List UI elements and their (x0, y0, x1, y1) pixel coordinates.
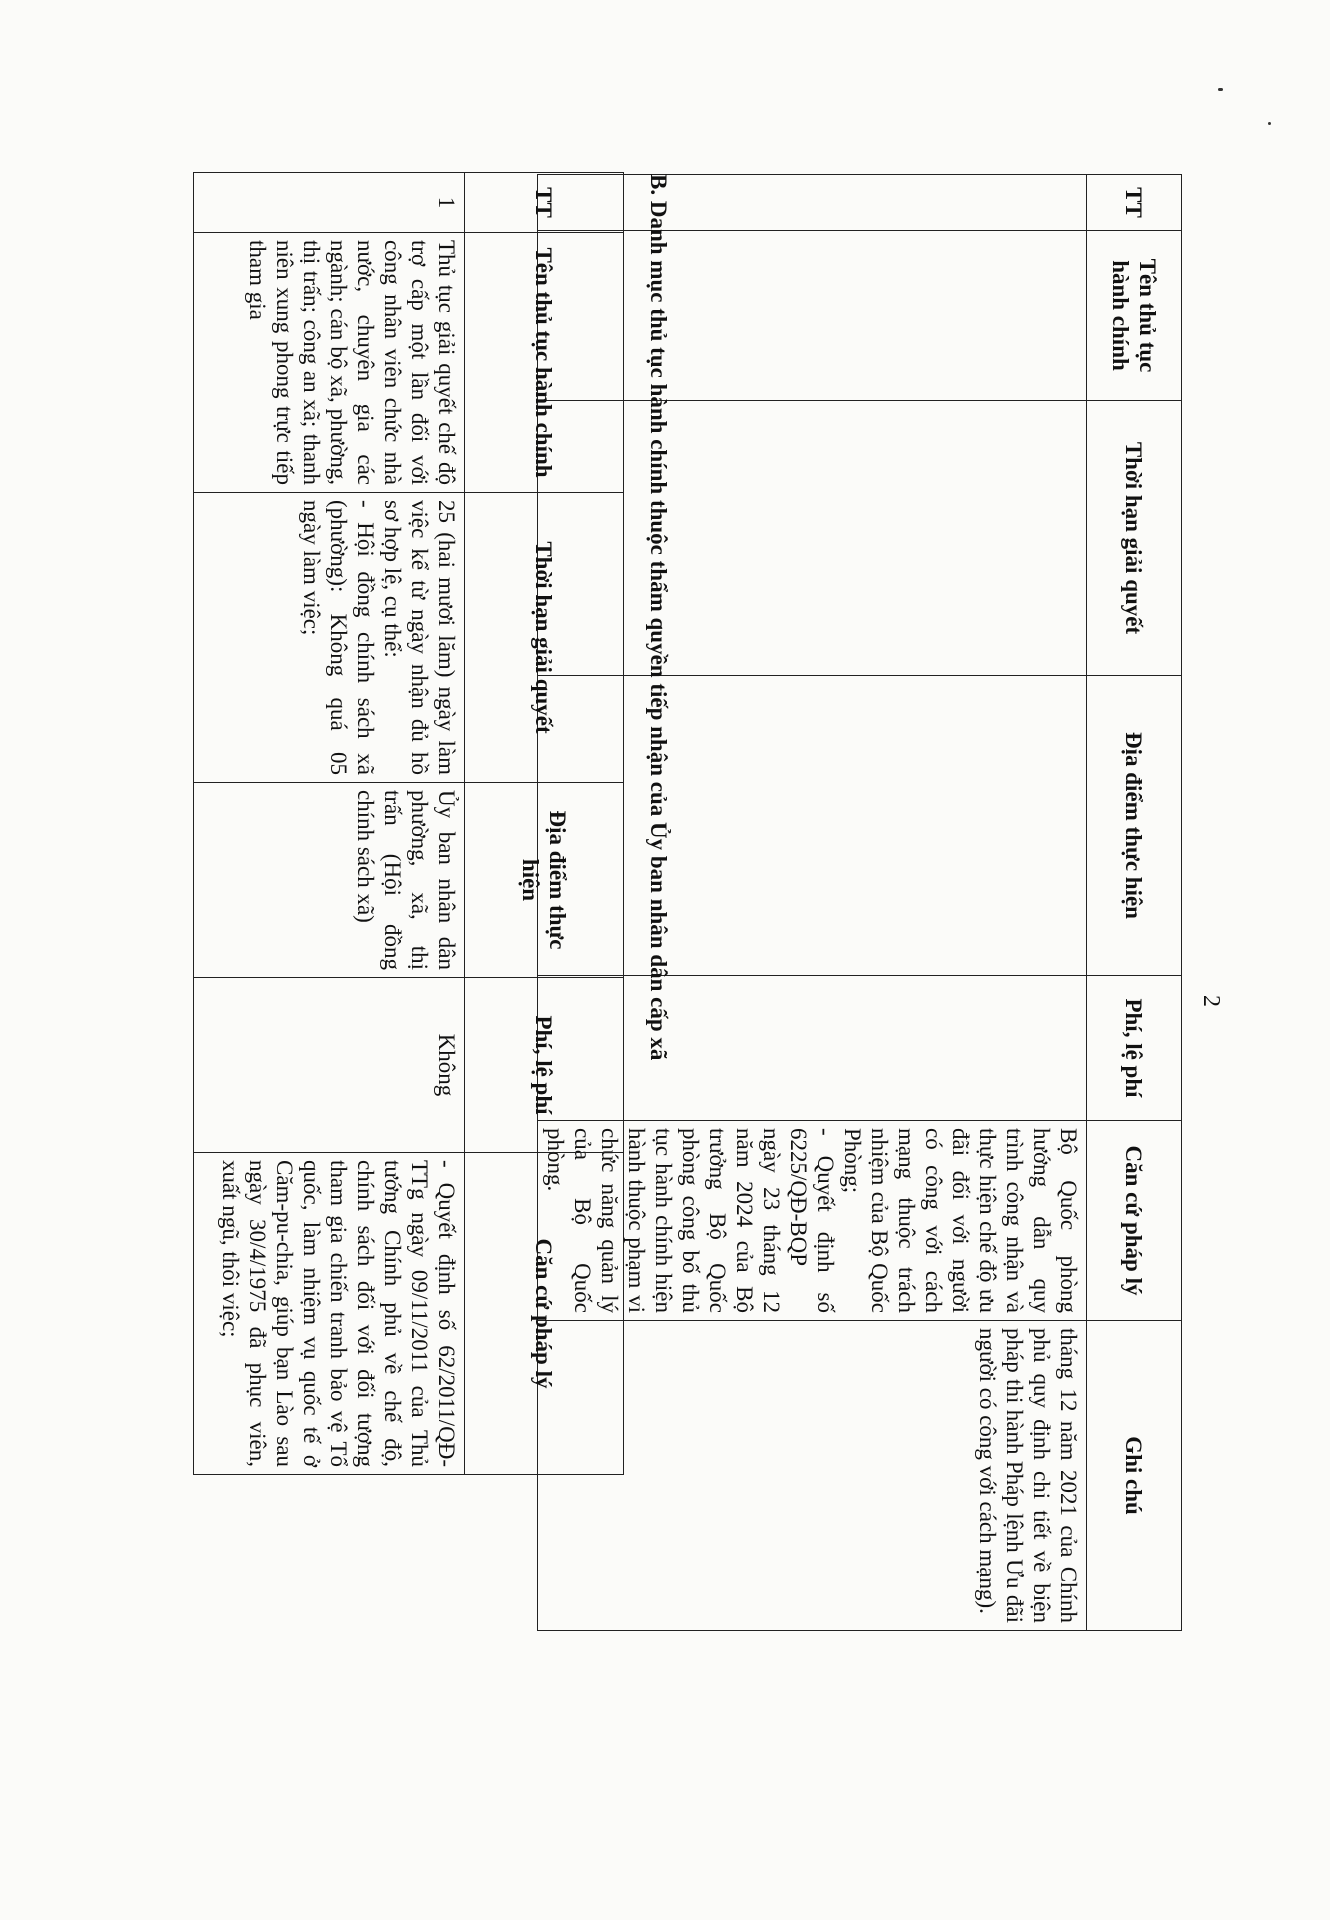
cell-deadline (194, 493, 465, 783)
table-header-row (1087, 175, 1182, 1631)
procedure-table-bottom (193, 172, 624, 1475)
cell-tt: 1 (194, 173, 465, 233)
header-procedure-name: Tên thủ tục hành chính (1087, 231, 1182, 401)
table-row (194, 173, 465, 1475)
rotated-page-content (140, 160, 1190, 1623)
header-place: Địa điểm thực hiện (1087, 676, 1182, 976)
legal-basis-text: Bộ Quốc phòng hướng dẫn quy trình công nhận và thực hiện chế độ ưu đãi đối với người có công với cách mạng thuộc trách nhiệm của Bộ Quốc Phòng; (840, 1128, 1081, 1313)
header-procedure-name: Tên thủ tục hành chính (465, 233, 624, 493)
deadline-text: - Hội đồng chính sách xã (phường): Không quá 05 ngày làm việc; (299, 500, 378, 775)
table-header-row (465, 173, 624, 1475)
header-tt: TT (465, 173, 624, 233)
header-fee: Phí, lệ phí (1087, 976, 1182, 1121)
cell-procedure-name: Thủ tục giải quyết chế độ trợ cấp một lần đối với công nhân viên chức nhà nước, chuyên gia các ngành; cán bộ xã, phường, thị trấn; công an xã; thanh niên xung phong trực tiếp tham gia (194, 233, 465, 493)
header-tt: TT (1087, 175, 1182, 231)
header-deadline: Thời hạn giải quyết (1087, 401, 1182, 676)
cell-legal-basis: - Quyết định số 62/2011/QĐ-TTg ngày 09/11/2011 của Thủ tướng Chính phủ về chế độ, chính sách đối với đối tượng tham gia chiến tranh bảo vệ Tổ quốc, làm nhiệm vụ quốc tế ở Căm-pu-chia, giúp bạn Lào sau ngày 30/4/1975 đã phục viên, xuất ngũ, thôi việc; (194, 1153, 465, 1475)
header-fee: Phí, lệ phí (465, 978, 624, 1153)
scan-speck (1268, 122, 1271, 125)
legal-basis-text: - Quyết định số 6225/QĐ-BQP ngày 23 tháng 12 năm 2024 của Bộ trưởng Bộ Quốc phòng công bố thủ tục hành chính hiện hành thuộc phạm vi chức năng quản lý của Bộ Quốc phòng. (543, 1128, 838, 1313)
section-b-title: B. Danh mục thủ tục hành chính thuộc thẩm quyền tiếp nhận của Ủy ban nhân dân cấp xã (646, 174, 671, 1061)
deadline-text: 25 (hai mươi lăm) ngày làm việc kể từ ngày nhận đủ hồ sơ hợp lệ, cụ thể: (380, 500, 459, 775)
header-note: Ghi chú (1087, 1321, 1182, 1631)
header-legal-basis: Căn cứ pháp lý (465, 1153, 624, 1475)
header-legal-basis: Căn cứ pháp lý (1087, 1121, 1182, 1321)
cell-note: tháng 12 năm 2021 của Chính phủ quy định chi tiết về biện pháp thi hành Pháp lệnh Ưu đãi người có công với cách mạng). (538, 1321, 1087, 1631)
scan-speck (1218, 88, 1223, 91)
page-number: 2 (1198, 995, 1224, 1007)
cell-place: Ủy ban nhân dân phường, xã, thị trấn (Hội đồng chính sách xã) (194, 783, 465, 978)
cell-fee: Không (194, 978, 465, 1153)
header-place: Địa điểm thực hiện (465, 783, 624, 978)
header-deadline: Thời hạn giải quyết (465, 493, 624, 783)
procedure-table-top (537, 174, 1182, 1631)
